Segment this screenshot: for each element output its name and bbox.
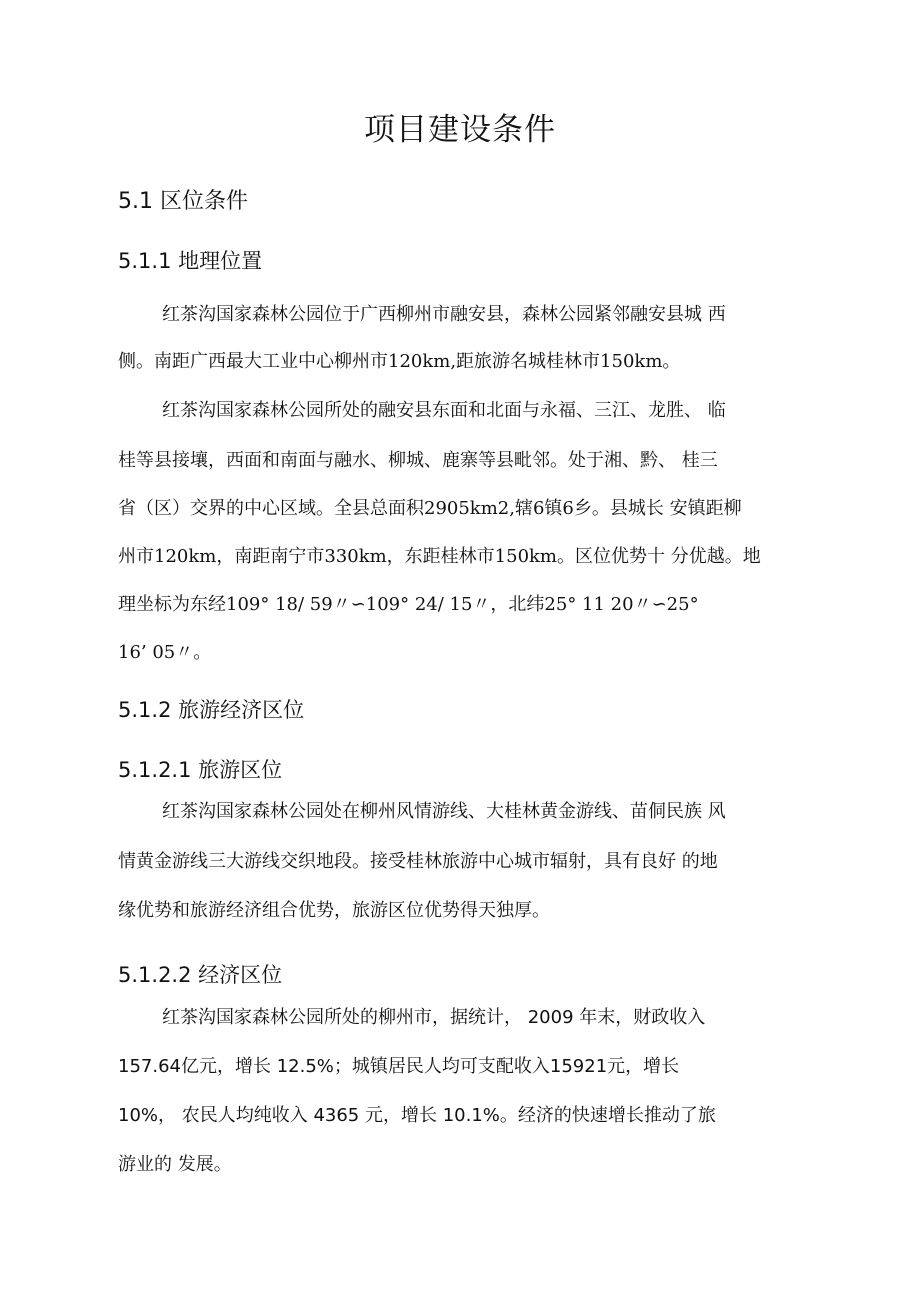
- paragraph-1-line-1: 红茶沟国家森林公园位于广西柳州市融安县，森林公园紧邻融安县城 西: [162, 304, 726, 325]
- paragraph-3-line-2: 情黄金游线三大游线交织地段。接受桂林旅游中心城市辐射，具有良好 的地: [118, 851, 718, 872]
- heading-5-1: 5.1 区位条件: [118, 189, 248, 214]
- paragraph-2-line-5: 理坐标为东经109° 18/ 59〃∽109° 24/ 15〃，北纬25° 11 20〃∽25°: [118, 594, 699, 615]
- paragraph-1-line-2: 侧。南距广西最大工业中心柳州市120km,距旅游名城桂林市150km。: [118, 351, 681, 372]
- paragraph-4-line-1: 红茶沟国家森林公园所处的柳州市，据统计， 2009 年末，财政收入: [162, 1007, 706, 1028]
- heading-5-1-2: 5.1.2 旅游经济区位: [118, 698, 305, 722]
- heading-5-1-2-1: 5.1.2.1 旅游区位: [118, 758, 283, 782]
- paragraph-3-line-3: 缘优势和旅游经济组合优势，旅游区位优势得天独厚。: [118, 900, 550, 921]
- paragraph-4-line-2: 157.64亿元，增长 12.5%；城镇居民人均可支配收入15921元，增长: [118, 1056, 680, 1077]
- heading-5-1-2-2: 5.1.2.2 经济区位: [118, 963, 283, 987]
- paragraph-2-line-4: 州市120km，南距南宁市330km，东距桂林市150km。区位优势十 分优越。地: [118, 546, 761, 567]
- paragraph-2-line-3: 省（区）交界的中心区域。全县总面积2905km2,辖6镇6乡。县城长 安镇距柳: [118, 498, 742, 519]
- heading-5-1-1: 5.1.1 地理位置: [118, 249, 263, 273]
- paragraph-2-line-6: 16’ 05〃。: [118, 642, 212, 663]
- page-title: 项目建设条件: [364, 112, 556, 148]
- paragraph-2-line-1: 红茶沟国家森林公园所处的融安县东面和北面与永福、三江、龙胜、 临: [162, 400, 726, 421]
- paragraph-4-line-3: 10%， 农民人均纯收入 4365 元，增长 10.1%。经济的快速增长推动了旅: [118, 1105, 716, 1126]
- paragraph-2-line-2: 桂等县接壤，西面和南面与融水、柳城、鹿寨等县毗邻。处于湘、黔、 桂三: [118, 450, 718, 471]
- paragraph-3-line-1: 红茶沟国家森林公园处在柳州风情游线、大桂林黄金游线、苗侗民族 风: [162, 801, 726, 822]
- paragraph-4-line-4: 游业的 发展。: [118, 1154, 232, 1175]
